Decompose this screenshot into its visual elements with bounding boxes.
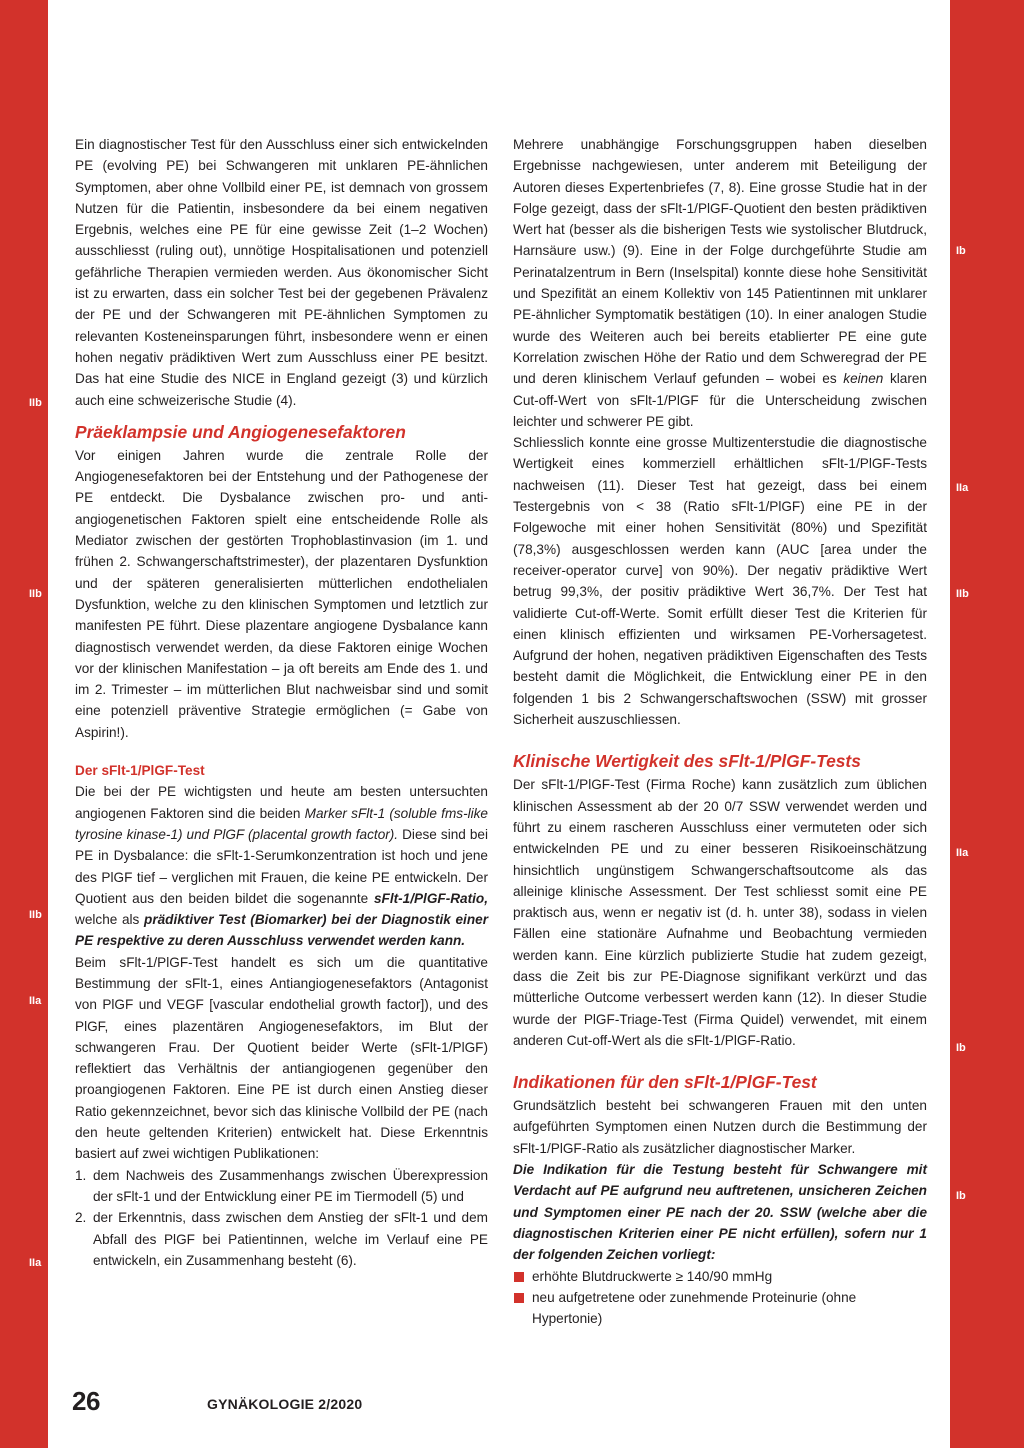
right-column: [513, 134, 927, 1329]
research-paragraph: Mehrere unabhängige Forschungsgruppen haben dieselben Ergebnisse nachgewiesen, unter anderem mit Beteiligung der Autoren dieses Expertenbriefes (7, 8). Eine grosse Studie hat in der Folge gezeigt, dass der sFlt-1/PlGF-Quotient den besten prädiktiven Wert hat (besser als die bisherigen Tests wie systolischer Blutdruck, Harnsäure usw.) (9). Eine in der Folge durchgeführte Studie am Perinatalzentrum in Bern (Inselspital) konnte diese hohe Sensitivität und Spezifität an einem Kollektiv von 145 Patientinnen mit unklarer PE-ähnlicher Symptomatik bestätigen (10). In einer analogen Studie wurde des Weiteren auch bei bereits etablierter PE eine gute Korrelation zwischen Höhe der Ratio und dem Schweregrad der PE und deren klinischem Verlauf gefunden – wobei es keinen klaren Cut-off-Wert von sFlt-1/PlGF für die Unterscheidung zwischen leichter und schwerer PE gibt.: [513, 137, 927, 429]
quantitative-paragraph: Beim sFlt-1/PlGF-Test handelt es sich um die quantitative Bestimmung der sFlt-1, eines Antiangiogenesefaktors (Antagonist von PlGF und VEGF [vascular endothelial growth factor]), und des PlGF, eines plazentären Angiogenesefaktors, im Blut der schwangeren Frau. Der Quotient beider Werte (sFlt-1/PlGF) reflektiert das Verhältnis der antiangiogenen gegenüber den proangiogenen Faktoren. Eine PE ist durch einen Anstieg dieser Ratio gekennzeichnet, bevor sich das klinische Vollbild der PE (nach den heute geltenden Kriterien) entwickelt hat. Diese Erkenntnis basiert auf zwei wichtigen Publikationen:: [75, 954, 488, 1162]
evidence-level-mark: Ib: [956, 1042, 966, 1054]
subsection-heading-test: Der sFlt-1/PlGF-Test: [75, 763, 205, 779]
bullet-square-icon: [514, 1293, 524, 1303]
evidence-level-mark: IIb: [956, 588, 969, 600]
indications-paragraph: Grundsätzlich besteht bei schwangeren Frauen mit den unten aufgeführten Symptomen einen Nutzen durch die Bestimmung der sFlt-1/PlGF-Ratio als zusätzlicher diagnostischer Marker.: [513, 1098, 927, 1156]
clinical-value-paragraph: Der sFlt-1/PlGF-Test (Firma Roche) kann zusätzlich zum üblichen klinischen Assessment ab der 20 0/7 SSW verwendet werden und führt zu einem rascheren Ausschluss einer vermuteten oder sich entwickelnden PE und zu einer besseren Risikoeinschätzung hinsichtlich ungünstigem Schwangerschaftsoutcome als das alleinige klinische Assessment. Der Test schliesst somit eine PE praktisch aus, wenn er negativ ist (d. h. unter 38), sodass in vielen Fällen eine stationäre Aufnahme und Beobachtung vermieden werden kann. Eine kürzlich publizierte Studie hat zudem gezeigt, dass die Zeit bis zur PE-Diagnose signifikant verkürzt und das mütterliche Outcome verbessert werden kann (12). In dieser Studie wurde der PlGF-Triage-Test (Firma Quidel) verwendet, mit einem anderen Cut-off-Wert als die sFlt-1/PlGF-Ratio.: [513, 777, 927, 1048]
right-accent-bar: [950, 0, 1024, 1448]
left-accent-bar: [0, 0, 48, 1448]
journal-title: GYNÄKOLOGIE 2/2020: [207, 1396, 363, 1412]
indication-criteria-paragraph: Die Indikation für die Testung besteht für Schwangere mit Verdacht auf PE aufgrund neu auftretenen, unsicheren Zeichen und Symptomen einer PE nach der 20. SSW (welche aber die diagnostischen Kriterien einer PE nicht erfüllen), sofern nur 1 der folgenden Zeichen vorliegt:: [513, 1162, 927, 1263]
left-column: [75, 134, 488, 1271]
indication-bullet-list: [513, 1266, 927, 1330]
list-item: neu aufgetretene oder zunehmende Proteinurie (ohne Hypertonie): [513, 1287, 927, 1330]
bullet-square-icon: [514, 1272, 524, 1282]
section-heading-indications: Indikationen für den sFlt-1/PlGF-Test: [513, 1072, 817, 1093]
section-heading-preeclampsia: Präeklampsie und Angiogenesefaktoren: [75, 421, 406, 442]
page-number: 26: [72, 1386, 100, 1416]
list-item: erhöhte Blutdruckwerte ≥ 140/90 mmHg: [513, 1266, 927, 1287]
evidence-level-mark: Ib: [956, 1190, 966, 1202]
list-item: 1. dem Nachweis des Zusammenhangs zwischen Überexpression der sFlt-1 und der Entwicklung einer PE im Tiermodell (5) und: [75, 1167, 488, 1204]
evidence-level-mark: IIb: [29, 909, 42, 921]
list-item: 2. der Erkenntnis, dass zwischen dem Anstieg der sFlt-1 und dem Abfall des PlGF bei Patientinnen, welche im Verlauf eine PE entwickeln, ein Zusammenhang besteht (6).: [75, 1210, 488, 1268]
evidence-level-mark: IIa: [956, 847, 969, 859]
evidence-level-mark: IIa: [29, 995, 42, 1007]
evidence-level-mark: IIa: [956, 482, 969, 494]
markers-paragraph: Die bei der PE wichtigsten und heute am besten untersuchten angiogenen Faktoren sind die beiden Marker sFlt-1 (soluble fms-like tyrosine kinase-1) und PlGF (placental growth factor). Diese sind bei PE in Dysbalance: die sFlt-1-Serumkonzentration ist hoch und jene des PlGF tief – verglichen mit Frauen, die keine PE entwickeln. Der Quotient aus den beiden bildet die sogenannte sFlt-1/PlGF-Ratio, welche als prädiktiver Test (Biomarker) bei der Diagnostik einer PE respektive zu deren Ausschluss verwendet werden kann.: [75, 784, 488, 949]
evidence-level-mark: IIb: [29, 588, 42, 600]
evidence-level-mark: Ib: [956, 245, 966, 257]
multicenter-paragraph: Schliesslich konnte eine grosse Multizenterstudie die diagnostische Wertigkeit eines kommerziell erhältlichen sFlt-1/PlGF-Tests nachweisen (11). Dieser Test hat gezeigt, dass bei einem Testergebnis von < 38 (Ratio sFlt-1/PlGF) eine PE in der Folgewoche mit einer hohen Sensitivität (80%) und Spezifität (78,3%) ausgeschlossen werden kann (AUC [area under the receiver-operator curve] von 90%). Der negativ prädiktive Wert betrug 99,3%, der positiv prädiktive Wert 36,7%. Der Test hat validierte Cut-off-Werte. Somit erfüllt dieser Test die Kriterien für einen klinisch effizienten und wirksamen PE-Vorhersagetest. Aufgrund der hohen, negativen prädiktiven Eigenschaften des Tests besteht damit die Möglichkeit, die Entwicklung einer PE in den folgenden 1 bis 2 Schwangerschaftswochen (SSW) mit grosser Sicherheit auszuschliessen.: [513, 435, 927, 728]
section-heading-clinical-value: Klinische Wertigkeit des sFlt-1/PlGF-Tests: [513, 751, 861, 772]
evidence-level-mark: IIa: [29, 1257, 42, 1269]
publication-list: [75, 1165, 488, 1271]
angiogenesis-paragraph: Vor einigen Jahren wurde die zentrale Rolle der Angiogenesefaktoren bei der Entstehung und der Pathogenese der PE entdeckt. Die Dysbalance zwischen pro- und anti-angiogenetischen Faktoren spielt eine entscheidende Rolle als Mediator zwischen der gestörten Trophoblastinvasion (im 1. und frühen 2. Schwangerschaftstrimester), der plazentaren Dysfunktion und der späteren generalisierten mütterlichen endothelialen Dysfunktion, welche zu den klinischen Symptomen und letztlich zur manifesten PE führt. Diese plazentare angiogene Dysbalance kann diagnostisch verwendet werden, da diese Faktoren einige Wochen vor der klinischen Manifestation – ja oft bereits am Ende des 1. und im 2. Trimester – im mütterlichen Blut nachweisbar sind und somit eine potenziell präventive Strategie ermöglichen (= Gabe von Aspirin!).: [75, 447, 488, 740]
evidence-level-mark: IIb: [29, 397, 42, 409]
intro-paragraph: Ein diagnostischer Test für den Ausschluss einer sich entwickelnden PE (evolving PE) bei Schwangeren mit unklaren PE-ähnlichen Symptomen, aber ohne Vollbild einer PE, ist demnach von grossem Nutzen für die Patientin, insbesondere da bei einem negativen Ergebnis, welches eine PE für eine gewisse Zeit (1–2 Wochen) ausschliesst (ruling out), unnötige Hospitalisationen und potenziell gefährliche Therapien vermieden werden. Aus ökonomischer Sicht ist zu erwarten, dass ein solcher Test bei der gegebenen Prävalenz der PE und der Schwangeren mit PE-ähnlichen Symptomen zu relevanten Kosteneinsparungen führt, insbesondere wenn er einen hohen negativ prädiktiven Wert zum Ausschluss einer PE besitzt. Das hat eine Studie des NICE in England gezeigt (3) und kürzlich auch eine schweizerische Studie (4).: [75, 137, 488, 408]
